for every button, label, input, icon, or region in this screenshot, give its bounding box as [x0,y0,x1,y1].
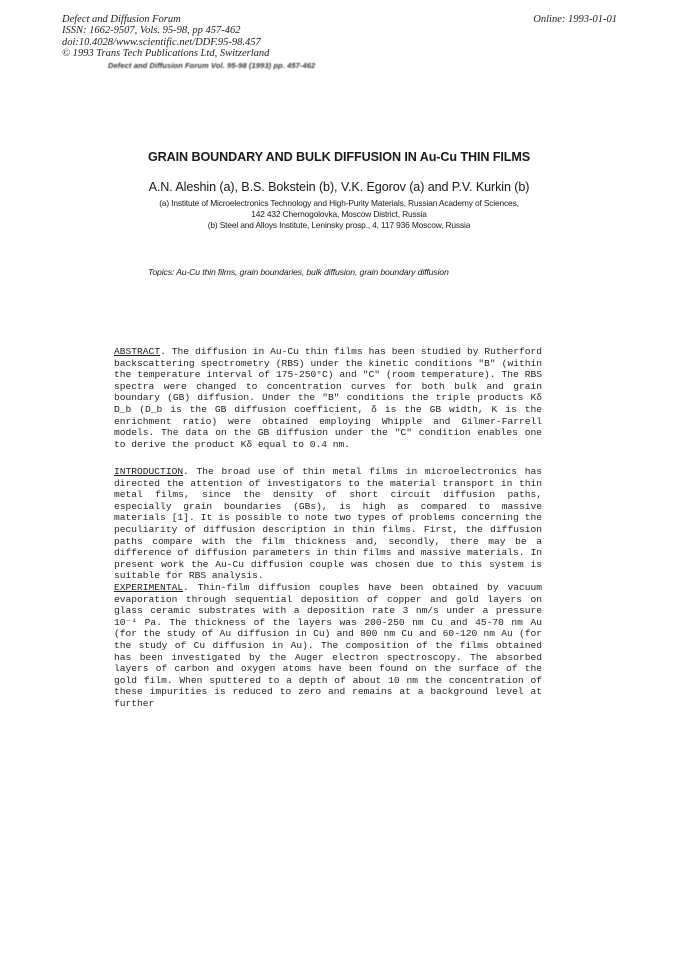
affiliation-a-line1: (a) Institute of Microelectronics Technology and High-Purity Materials, Russian Academy of Sciences, [159,198,519,208]
journal-name: Defect and Diffusion Forum [62,14,181,25]
introduction-heading: INTRODUCTION [114,466,184,477]
copyright-line: © 1993 Trans Tech Publications Ltd, Switzerland [62,47,270,59]
topics-line: Topics: Au-Cu thin films, grain boundaries, bulk diffusion, grain boundary diffusion [148,267,449,277]
introduction-section [114,466,542,582]
author-list: A.N. Aleshin (a), B.S. Bokstein (b), V.K. Egorov (a) and P.V. Kurkin (b) [148,180,530,194]
abstract-heading: ABSTRACT [114,346,161,357]
issn-line: ISSN: 1662-9507, Vols. 95-98, pp 457-462 [62,25,241,37]
experimental-heading: EXPERIMENTAL [114,582,184,593]
online-date: Online: 1993-01-01 [533,14,617,25]
doi-line[interactable]: doi:10.4028/www.scientific.net/DDF.95-98.457 [62,36,261,48]
scanned-running-header: Defect and Diffusion Forum Vol. 95-98 (1993) pp. 457-462 [108,61,316,70]
abstract-text: . The diffusion in Au-Cu thin films has been studied by Rutherford backscattering spectrometry (RBS) under the kinetic conditions "B" (within the temperature interval of 175-250°C) and "C" (room temperature). The RBS spectra were changed to concentration curves for both bulk and grain boundary (GB) diffusion. Under the "B" conditions the triple products Kδ D_b (D_b is the GB diffusion coefficient, δ is the GB width, K is the enrichment ratio) were obtained employing Whipple and Gilmer-Farrell models. The data on the GB diffusion under the "C" condition enables one to derive the product Kδ equal to 0.4 nm. [114,346,542,450]
citation-header [62,14,617,59]
introduction-text: . The broad use of thin metal films in microelectronics has directed the attention of investigators to the material transport in thin metal films, since the density of short circuit diffusion paths, especially grain boundaries (GBs), is high as compared to massive materials [1]. It is possible to note two types of problems concerning the peculiarity of diffusion description in thin films. First, the diffusion paths compare with the film thickness and, secondly, there may be a difference of diffusion parameters in thin films and massive materials. In present work the Au-Cu diffusion couple was chosen due to this system is suitable for RBS analysis. [114,466,542,582]
affiliation-b: (b) Steel and Alloys Institute, Leninsky prosp., 4, 117 936 Moscow, Russia [207,220,471,230]
affiliation-a-line2: 142 432 Chernogolovka, Moscow District, Russia [251,209,427,219]
experimental-text: . Thin-film diffusion couples have been obtained by vacuum evaporation through sequential deposition of copper and gold layers on glass ceramic substrates with a deposition rate 3 nm/s under a pressure 10⁻⁴ Pa. The thickness of the layers was 200-250 nm Cu and 45-70 nm Au (for the study of Au diffusion in Cu) and 800 nm Cu and 60-120 nm Au (for the study of Cu diffusion in Au). The composition of the films obtained has been investigated by the Auger electron spectroscopy. The absorbed layers of carbon and oxygen atoms have been found on the surface of the gold film. When sputtered to a depth of about 10 nm the concentration of these impurities is reduced to zero and remains at a background level at further [114,582,542,709]
paper-title: GRAIN BOUNDARY AND BULK DIFFUSION IN Au-Cu THIN FILMS [147,150,531,164]
experimental-section [114,582,542,710]
abstract-section [114,346,542,450]
